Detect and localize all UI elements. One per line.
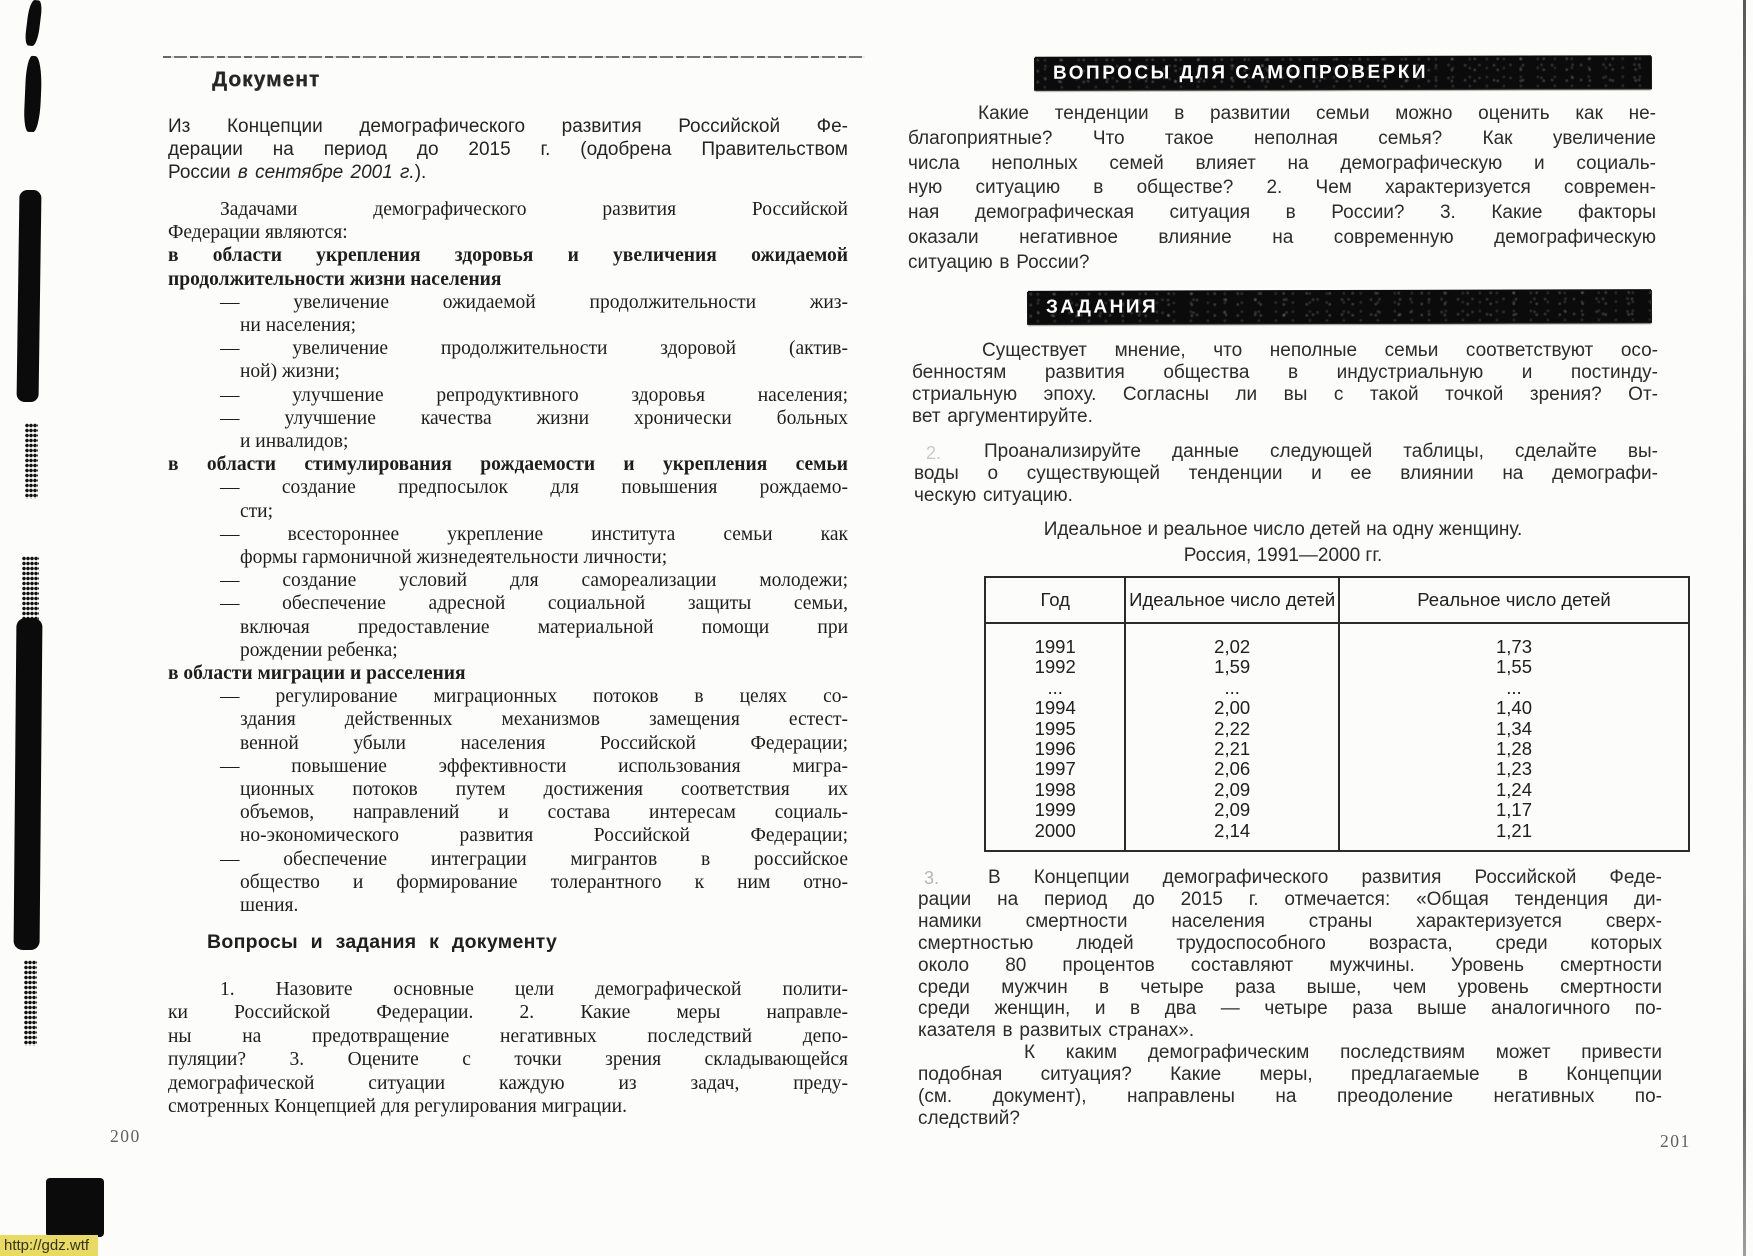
text-line: рождении ребенка; <box>240 639 398 661</box>
table-cell: 1,40 <box>1495 697 1532 719</box>
table-cell: 1,17 <box>1495 799 1532 821</box>
text-line: ситуацию в России? <box>908 251 1090 273</box>
binding-artifact <box>24 0 43 47</box>
table-cell: 2,00 <box>1125 698 1339 718</box>
header-rule <box>163 56 865 58</box>
table-cell: ... <box>985 678 1125 698</box>
table-row <box>985 780 1689 800</box>
table-cell: 1994 <box>985 698 1125 718</box>
text-line: пуляции? 3. Оцените с точки зрения складывающейся <box>168 1049 848 1071</box>
text-line: и инвалидов; <box>240 431 349 453</box>
text-line: включая предоставление материальной помощи при <box>240 616 848 638</box>
text-line: Проанализируйте данные следующей таблицы, сделайте вы- <box>984 441 1658 462</box>
table-cell: 1998 <box>985 780 1125 800</box>
text-line: формы гармоничной жизнедеятельности личности; <box>240 547 668 569</box>
task-2-paragraph <box>914 441 1658 507</box>
text-line: благоприятные? Что такое неполная семья? Как увеличение <box>908 127 1656 149</box>
table-cell: 2000 <box>985 821 1125 851</box>
binding-artifact <box>17 190 42 402</box>
text-line: ционных потоков путем достижения соответствия их <box>240 779 848 801</box>
text-line: — улучшение качества жизни хронически больных <box>220 407 848 429</box>
table-row <box>985 657 1689 677</box>
text-line: Какие тенденции в развитии семьи можно оценить как не- <box>978 103 1656 124</box>
text-line: — всестороннее укрепление института семьи как <box>220 523 848 545</box>
text-line: числа неполных семей влияет на демографическую и социаль- <box>908 152 1656 174</box>
text-line: в области миграции и расселения <box>168 663 466 685</box>
text-line: — повышение эффективности использования мигра- <box>220 755 848 777</box>
table-caption-line2: Россия, 1991—2000 гг. <box>1183 545 1383 566</box>
table-cell: 2,06 <box>1125 759 1339 779</box>
table-cell: 1,28 <box>1495 738 1532 760</box>
text-line: ны на предотвращение негативных последствий депо- <box>168 1025 848 1047</box>
text-line: около 80 процентов составляют мужчины. Уровень смертности <box>918 954 1662 976</box>
page-number-right: 201 <box>1660 1131 1691 1151</box>
text-line: намики смертности населения страны характеризуется сверх- <box>918 910 1662 932</box>
table-row <box>985 759 1689 779</box>
binding-artifact <box>24 960 37 1046</box>
text-line: воды о существующей тенденции и ее влиянии на демографи- <box>914 462 1658 484</box>
table-row <box>985 698 1689 718</box>
text-line: К каким демографическим последствиям может привести <box>1024 1042 1662 1064</box>
text-line: — создание предпосылок для повышения рождаемо- <box>220 477 848 499</box>
text-line: шения. <box>240 895 299 917</box>
binding-artifact <box>22 556 39 620</box>
text-line: (см. документ), направлены на преодоление негативных по- <box>918 1086 1662 1108</box>
table-cell: 1,73 <box>1495 636 1532 657</box>
children-per-woman-table <box>984 576 1690 852</box>
document-body-text <box>168 198 848 917</box>
self-check-banner: ВОПРОСЫ ДЛЯ САМОПРОВЕРКИ <box>1035 55 1651 90</box>
table-cell: 2,14 <box>1125 821 1339 851</box>
table-row <box>985 678 1689 698</box>
text-line: России в сентябре 2001 г.). <box>168 161 427 183</box>
table-cell: 1,21 <box>1495 819 1532 841</box>
text-line: здания действенных механизмов замещения естест- <box>240 709 848 731</box>
text-line: смотренных Концепцией для регулирования миграции. <box>168 1096 627 1118</box>
text-line: — увеличение продолжительности здоровой (актив- <box>220 338 848 360</box>
column-header-year: Год <box>985 577 1125 623</box>
text-line: среди женщин, и в два — четыре раза выше аналогичного по- <box>918 998 1662 1020</box>
text-line: смертностью людей трудоспособного возраста, среди которых <box>918 932 1662 954</box>
table-row <box>985 719 1689 739</box>
text-line: стриальную эпоху. Согласны ли вы с такой точкой зрения? От- <box>912 383 1658 405</box>
text-line: 1. Назовите основные цели демографической полити- <box>220 979 848 1000</box>
document-questions-header: Вопросы и задания к документу <box>207 931 558 953</box>
text-line: венной убыли населения Российской Федерации; <box>240 732 848 754</box>
text-line: продолжительности жизни населения <box>168 268 502 290</box>
text-line: В Концепции демографического развития Российской Феде- <box>988 867 1662 888</box>
text-line: общество и формирование толерантного к ним отно- <box>240 871 848 893</box>
text-line: Задачами демографического развития Российской <box>220 199 848 220</box>
text-line: — обеспечение интеграции мигрантов в российское <box>220 848 848 870</box>
text-line: объемов, направлений и состава интересам социаль- <box>240 802 848 824</box>
self-check-questions <box>908 102 1656 276</box>
document-intro <box>168 116 848 184</box>
table-cell: ... <box>1506 676 1522 698</box>
table-header-row <box>985 577 1689 623</box>
table-row <box>985 800 1689 820</box>
table-cell: 1,23 <box>1495 758 1532 780</box>
text-line: — создание условий для самореализации молодежи; <box>220 570 848 592</box>
text-line: казателя в развитых странах». <box>918 1020 1195 1042</box>
task-1-paragraph <box>912 340 1658 428</box>
table-cell: 1,55 <box>1495 656 1532 678</box>
table-cell: 1,24 <box>1495 778 1532 800</box>
text-line: в области укрепления здоровья и увеличения ожидаемой <box>168 245 848 267</box>
table-cell: 1996 <box>985 739 1125 759</box>
text-line: ческую ситуацию. <box>914 484 1073 506</box>
text-line: в области стимулирования рождаемости и укрепления семьи <box>168 454 848 476</box>
column-header-ideal: Идеальное число детей <box>1125 577 1339 623</box>
text-line: Федерации являются: <box>168 222 348 244</box>
text-line: вет аргументируйте. <box>912 405 1093 427</box>
table-caption-line1: Идеальное и реальное число детей на одну женщину. <box>1043 519 1523 540</box>
table-cell: ... <box>1125 678 1339 698</box>
text-line: среди мужчин в четыре раза выше, чем уровень смертности <box>918 976 1662 998</box>
text-line: ную ситуацию в обществе? 2. Чем характеризуется современ- <box>908 177 1656 199</box>
page-number-left: 200 <box>110 1126 141 1146</box>
table-cell: 1991 <box>985 623 1125 657</box>
table-cell: 2,22 <box>1125 719 1339 739</box>
text-line: ни населения; <box>240 315 357 337</box>
text-line: дерации на период до 2015 г. (одобрена Правительством <box>168 138 848 160</box>
text-line: следствий? <box>918 1107 1020 1129</box>
text-line: — увеличение ожидаемой продолжительности жиз- <box>220 291 848 313</box>
binding-artifact <box>25 423 38 499</box>
table-cell: 1,59 <box>1125 657 1339 677</box>
exercise-3-number: 3. <box>924 868 940 888</box>
watermark-url: http://gdz.wtf <box>0 1235 98 1256</box>
text-line: но-экономического развития Российской Федерации; <box>240 825 848 847</box>
binding-artifact <box>23 56 42 133</box>
page-edge-line <box>1743 0 1746 1256</box>
text-line: ной) жизни; <box>240 361 340 383</box>
column-header-real: Реальное число детей <box>1339 577 1689 623</box>
table-cell: 2,21 <box>1125 739 1339 759</box>
table-cell: 1,34 <box>1495 717 1532 739</box>
text-line: демографической ситуации каждую из задач, преду- <box>168 1072 848 1094</box>
binding-artifact <box>14 618 43 950</box>
text-line: — улучшение репродуктивного здоровья населения; <box>220 384 848 406</box>
table-row <box>985 623 1689 657</box>
text-line: бенностям развития общества в индустриальную и постинду- <box>912 361 1658 383</box>
table-cell: 1992 <box>985 657 1125 677</box>
text-line: — регулирование миграционных потоков в целях со- <box>220 686 848 708</box>
table-row <box>985 821 1689 851</box>
table-cell: 1999 <box>985 800 1125 820</box>
binding-artifact <box>46 1178 104 1237</box>
task-2-number: 2. <box>926 443 942 463</box>
table-cell: 1995 <box>985 719 1125 739</box>
document-questions-paragraph <box>168 978 848 1118</box>
table-cell: 2,09 <box>1125 800 1339 820</box>
text-line: сти; <box>240 500 274 522</box>
text-line: ки Российской Федерации. 2. Какие меры направле- <box>168 1002 848 1024</box>
document-label: Документ <box>212 68 321 91</box>
text-line: Существует мнение, что неполные семьи соответствуют осо- <box>982 340 1658 361</box>
text-line: Из Концепции демографического развития Российской Фе- <box>168 116 848 137</box>
table-cell: 2,02 <box>1125 623 1339 657</box>
text-line: оказали негативное влияние на современную демографическую <box>908 226 1656 248</box>
table-cell: 1997 <box>985 759 1125 779</box>
text-line: ная демографическая ситуация в России? 3. Какие факторы <box>908 202 1656 224</box>
table-cell: 2,09 <box>1125 780 1339 800</box>
text-line: — обеспечение адресной социальной защиты семьи, <box>220 593 848 615</box>
text-line: подобная ситуация? Какие меры, предлагаемые в Концепции <box>918 1064 1662 1086</box>
tasks-banner: ЗАДАНИЯ <box>1028 289 1651 324</box>
table-row <box>985 739 1689 759</box>
text-line: рации на период до 2015 г. отмечается: «Общая тенденция ди- <box>918 888 1662 910</box>
exercise-3-paragraph <box>918 867 1662 1130</box>
